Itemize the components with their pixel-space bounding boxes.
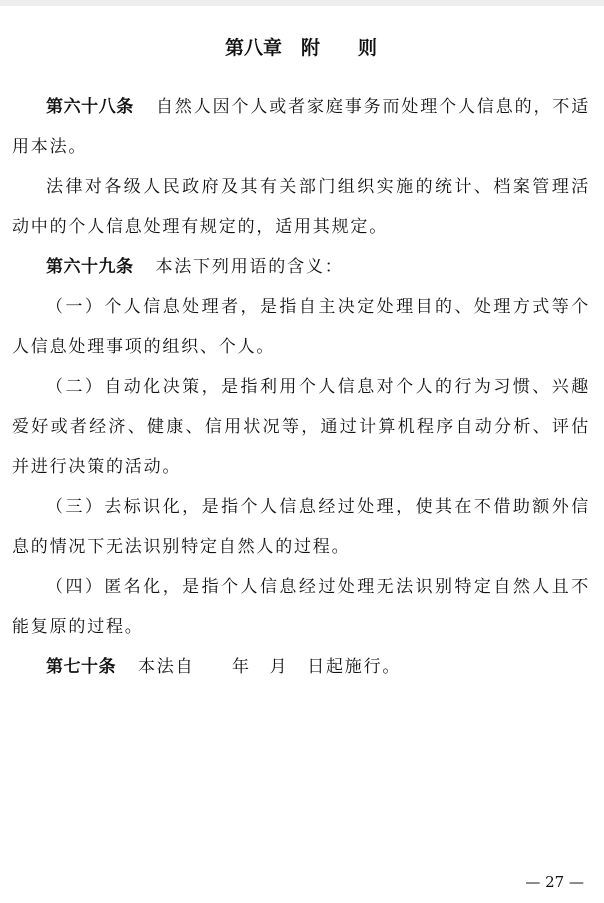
article-68-text-1: 自然人因个人或者家庭事务而处理个人信息的，不适用本法。 xyxy=(12,97,590,157)
page-number: — 27 — xyxy=(525,873,584,891)
article-68-paragraph-1 xyxy=(12,87,590,167)
article-70-paragraph xyxy=(12,647,590,687)
article-69-intro: 本法下列用语的含义： xyxy=(155,257,344,277)
article-69-number: 第六十九条 xyxy=(46,257,134,277)
article-69-paragraph-intro xyxy=(12,247,590,287)
article-69-item-4: （四）匿名化，是指个人信息经过处理无法识别特定自然人且不能复原的过程。 xyxy=(12,577,590,637)
document-body xyxy=(12,87,590,687)
article-68-number: 第六十八条 xyxy=(46,97,134,117)
article-69-item-2: （二）自动化决策，是指利用个人信息对个人的行为习惯、兴趣爱好或者经济、健康、信用状况等，通过计算机程序自动分析、评估并进行决策的活动。 xyxy=(12,377,590,477)
article-68-paragraph-2: 法律对各级人民政府及其有关部门组织实施的统计、档案管理活动中的个人信息处理有规定的，适用其规定。 xyxy=(12,177,590,237)
article-69-item-3: （三）去标识化，是指个人信息经过处理，使其在不借助额外信息的情况下无法识别特定自然人的过程。 xyxy=(12,497,590,557)
article-69-item-1: （一）个人信息处理者，是指自主决定处理目的、处理方式等个人信息处理事项的组织、个人。 xyxy=(12,297,590,357)
article-70-text: 本法自 年 月 日起施行。 xyxy=(138,657,402,677)
page-top-edge xyxy=(0,0,604,6)
article-70-number: 第七十条 xyxy=(46,657,116,677)
chapter-title: 第八章 附 则 xyxy=(224,37,377,59)
